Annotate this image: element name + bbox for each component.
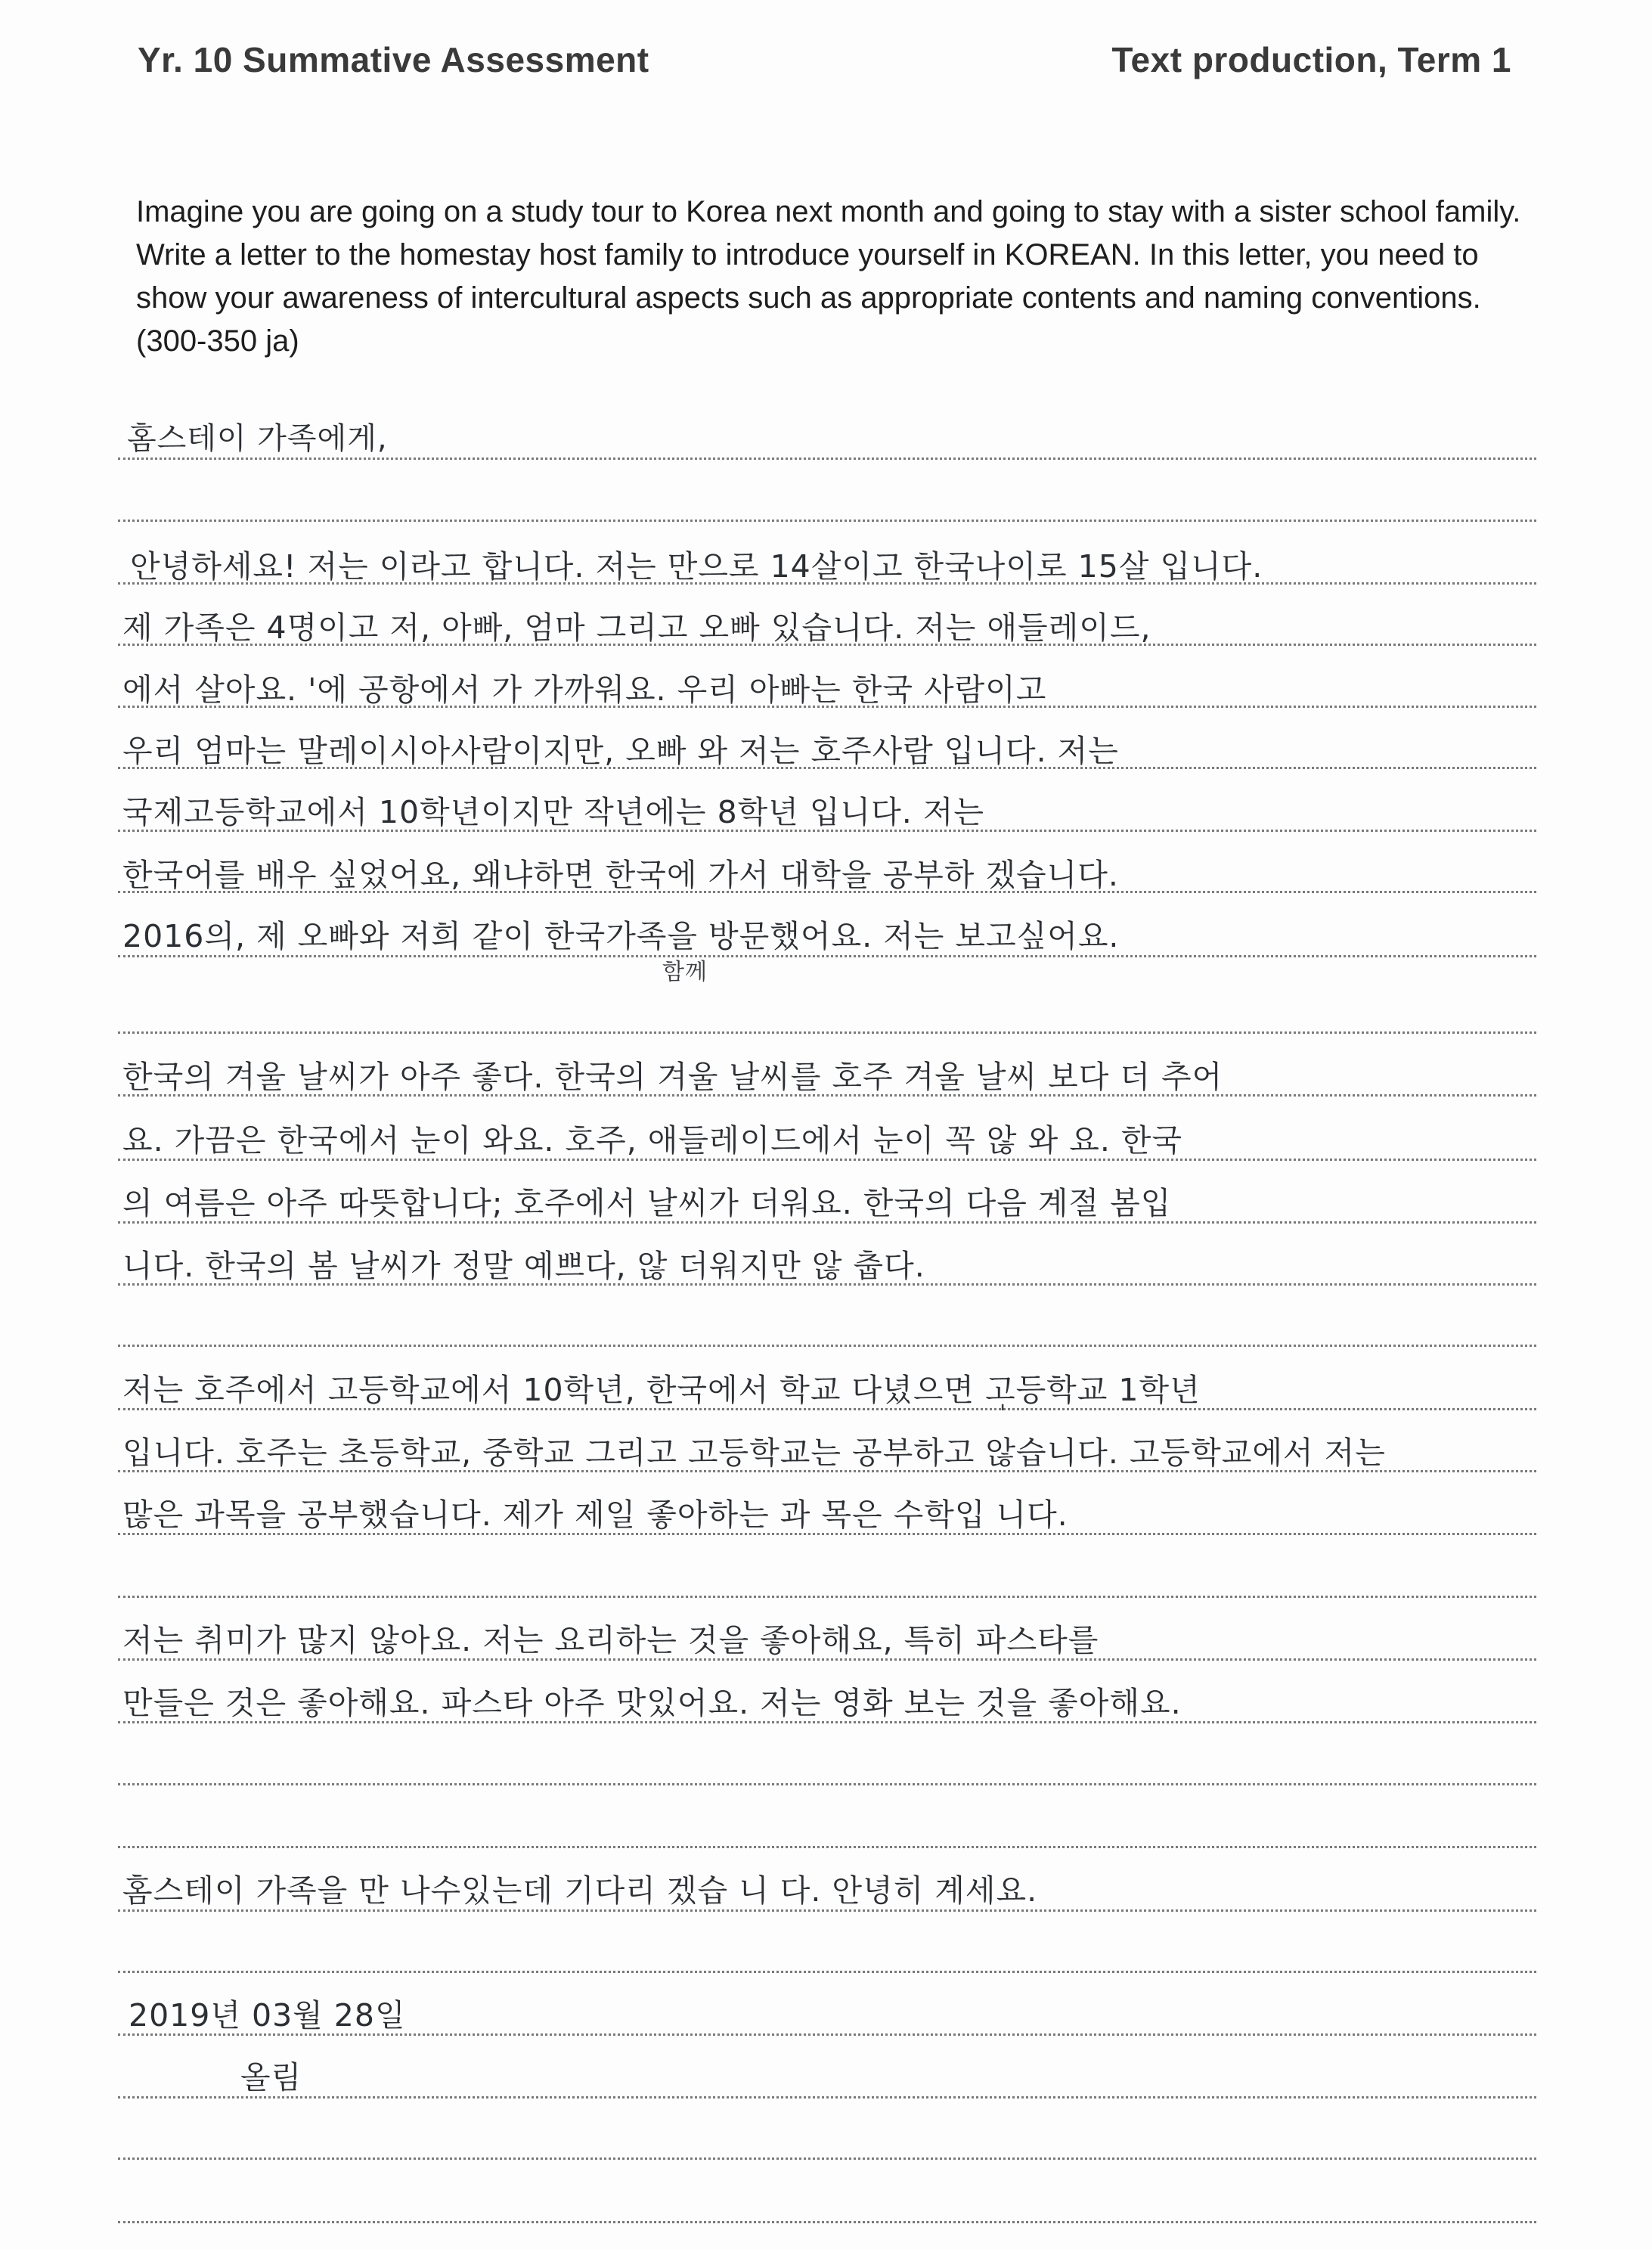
handwritten-line: 에서 살아요. '에 공항에서 가 가까워요. 우리 아빠는 한국 사람이고 [122,672,1047,708]
letter-closing: 홈스테이 가족을 만 나수있는데 기다리 겠습 니 다. 안녕히 계세요. [122,1872,1038,1909]
ruled-line [118,2096,1536,2099]
handwritten-line: 만들은 것은 좋아해요. 파스타 아주 맛있어요. 저는 영화 보는 것을 좋아해요. [122,1685,1182,1721]
ruled-line [118,2221,1536,2223]
ruled-line [118,458,1536,460]
letter-date: 2019년 03월 28일 [129,1997,406,2033]
handwritten-line: 국제고등학교에서 10학년이지만 작년에는 8학년 입니다. 저는 [122,794,984,830]
handwritten-insertion: ' [1000,1401,1007,1427]
ruled-line [118,2157,1536,2160]
ruled-line [118,520,1536,522]
handwritten-line: 요. 가끔은 한국에서 눈이 와요. 호주, 애들레이드에서 눈이 꼭 않 와 요. 한국 [122,1122,1183,1159]
handwritten-line: 니다. 한국의 봄 날씨가 정말 예쁘다, 않 더워지만 않 춥다. [122,1248,925,1284]
task-prompt: Imagine you are going on a study tour to Korea next month and going to stay with a sister school family. Write a letter to the homestay host family to introduce yourself in KOREAN. In this letter, you need to show your awareness of intercultural aspects such as appropriate contents and naming conventions. (300-350 ja) [136,195,1521,358]
ruled-line [118,1783,1536,1785]
handwritten-line: 저는 호주에서 고등학교에서 10학년, 한국에서 학교 다녔으면 고등학교 1학년 [122,1372,1201,1408]
handwritten-line: 의 여름은 아주 따뜻합니다; 호주에서 날씨가 더워요. 한국의 다음 계절 봄입 [122,1185,1172,1221]
handwritten-line: 한국어를 배우 싶었어요, 왜냐하면 한국에 가서 대학을 공부하 겠습니다. [122,857,1119,893]
handwritten-line: 입니다. 호주는 초등학교, 중학교 그리고 고등학교는 공부하고 않습니다. 고등학교에서 저는 [122,1435,1386,1471]
ruled-line [118,1846,1536,1848]
handwritten-line: 안녕하세요! 저는 이라고 합니다. 저는 만으로 14살이고 한국나이로 15살 입니다. [130,548,1263,585]
ruled-line [118,1031,1536,1034]
letter-signoff: 올림 [240,2059,302,2095]
ruled-line [118,1596,1536,1598]
handwritten-line: 2016의, 제 오빠와 저희 같이 한국가족을 방문했어요. 저는 보고싶어요. [122,918,1120,954]
handwritten-line: 한국의 겨울 날씨가 아주 좋다. 한국의 겨울 날씨를 호주 겨울 날씨 보다 더 추어 [122,1059,1223,1095]
ruled-line [118,1345,1536,1347]
handwritten-line: 저는 취미가 많지 않아요. 저는 요리하는 것을 좋아해요, 특히 파스타를 [122,1622,1099,1658]
letter-salutation: 홈스테이 가족에게, [127,421,388,456]
handwritten-line: 우리 엄마는 말레이시아사람이지만, 오빠 와 저는 호주사람 입니다. 저는 [122,733,1119,769]
ruled-line [118,1971,1536,1973]
handwritten-insertion: 함께 [662,959,708,985]
handwritten-line: 제 가족은 4명이고 저, 아빠, 엄마 그리고 오빠 있습니다. 저는 애들레이드, [122,610,1151,646]
handwritten-line: 많은 과목을 공부했습니다. 제가 제일 좋아하는 과 목은 수학입 니다. [122,1497,1068,1533]
assessment-title: Yr. 10 Summative Assessment [138,40,649,79]
task-title: Text production, Term 1 [1111,40,1511,79]
